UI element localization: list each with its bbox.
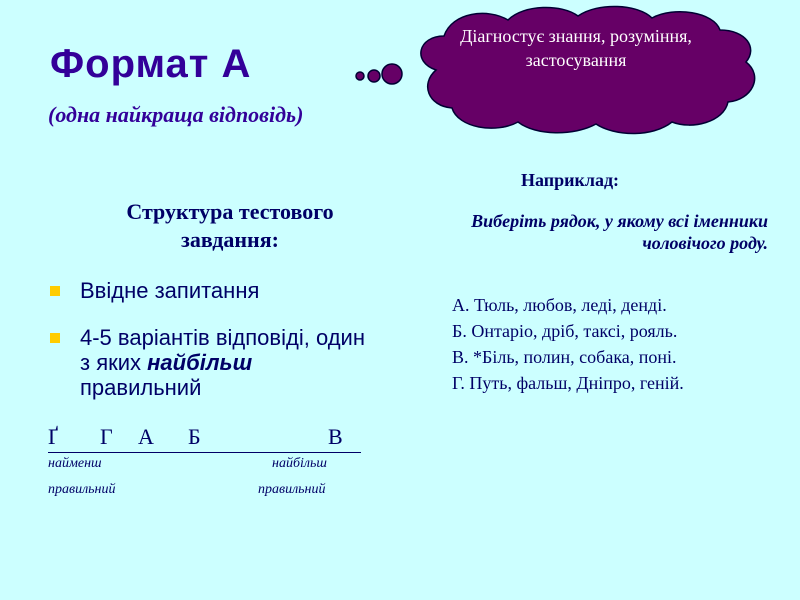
square-bullet-icon — [50, 286, 60, 296]
list-item — [48, 278, 368, 303]
scale-label-left-2: правильний — [48, 482, 116, 497]
answer-option: В. *Біль, полин, собака, поні. — [452, 347, 677, 367]
bullet-text-emphasis: найбільш — [147, 350, 253, 375]
list-item — [48, 325, 368, 400]
example-heading: Наприклад: — [520, 170, 620, 190]
answer-scale — [48, 424, 361, 453]
slide-title: Формат А — [50, 42, 252, 86]
structure-heading: Структура тестового завдання: — [126, 199, 334, 252]
callout-text: Діагностує знання, розуміння, застосування — [460, 26, 692, 70]
answer-option: А. Тюль, любов, леді, денді. — [452, 295, 667, 315]
scale-letter: А — [138, 424, 154, 449]
answer-option: Б. Онтаріо, дріб, таксі, рояль. — [452, 321, 678, 341]
scale-letter: Г — [100, 424, 113, 449]
bullet-text: Ввідне запитання — [80, 278, 260, 303]
slide-subtitle: (одна найкраща відповідь) — [48, 102, 304, 127]
scale-letter: Ґ — [48, 424, 58, 449]
scale-letter: Б — [188, 424, 201, 449]
scale-label-left-1: найменш — [48, 456, 102, 471]
scale-label-right-2: правильний — [258, 482, 326, 497]
scale-letter: В — [328, 424, 343, 449]
example-task: Виберіть рядок, у якому всі іменники чоловічого роду. — [471, 211, 768, 253]
bullet-text-prefix: 4-5 варіантів відповіді, один з яких — [80, 325, 365, 375]
answer-option: Г. Путь, фальш, Дніпро, геній. — [452, 373, 684, 393]
callout-cloud — [348, 0, 800, 140]
scale-label-right-1: найбільш — [272, 456, 327, 471]
bullet-text-suffix: правильний — [80, 375, 202, 400]
answer-options — [452, 292, 684, 396]
structure-list — [48, 278, 368, 400]
square-bullet-icon — [50, 333, 60, 343]
